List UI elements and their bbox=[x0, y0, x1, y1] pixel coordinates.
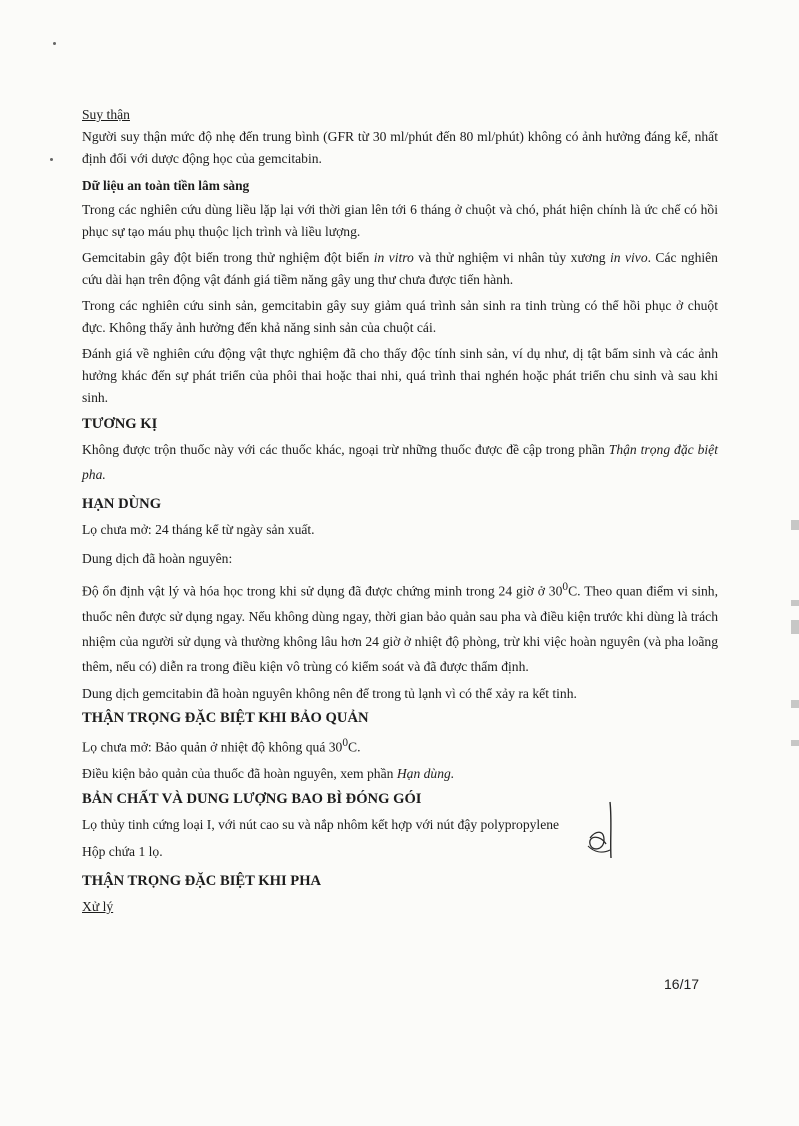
signature-icon bbox=[560, 800, 630, 870]
paragraph-fertility: Trong các nghiên cứu sinh sản, gemcitabin gây suy giảm quá trình sản sinh ra tinh trùng có thể hồi phục ở chuột đực. Không thấy ảnh hưởng đến khả năng sinh sản của chuột cái. bbox=[82, 298, 718, 335]
text-segment: C. bbox=[348, 739, 361, 755]
scan-speck bbox=[53, 42, 56, 45]
scan-edge-mark bbox=[791, 700, 799, 708]
paragraph-reconstituted-stability bbox=[82, 575, 718, 679]
italic-reference: Thận trọng đặc biệt pha. bbox=[82, 442, 718, 482]
text-segment: Điều kiện bảo quản của thuốc đã hoàn nguyên, xem phần bbox=[82, 766, 397, 782]
paragraph-unopened-vial: Lọ chưa mở: 24 tháng kể từ ngày sản xuất. bbox=[82, 522, 315, 537]
degree-superscript: 0 bbox=[342, 736, 349, 749]
text-segment: Lọ chưa mở: Bảo quản ở nhiệt độ không quá 30 bbox=[82, 739, 343, 755]
scan-edge-mark bbox=[791, 520, 799, 530]
section-heading-renal-impairment: Suy thận bbox=[82, 107, 130, 122]
scan-speck bbox=[50, 158, 53, 161]
italic-reference: Hạn dùng. bbox=[396, 766, 455, 782]
paragraph-incompatibilities bbox=[82, 437, 718, 487]
section-heading-incompatibilities: TƯƠNG KỊ bbox=[82, 416, 158, 432]
scan-edge-mark bbox=[791, 620, 799, 634]
page-number: 16/17 bbox=[664, 976, 700, 992]
paragraph-refrigeration-warning: Dung dịch gemcitabin đã hoàn nguyên không nên để trong tủ lạnh vì có thể xảy ra kết tinh. bbox=[82, 685, 577, 701]
paragraph-renal-impairment: Người suy thận mức độ nhẹ đến trung bình (GFR từ 30 ml/phút đến 80 ml/phút) không có ảnh hưởng đáng kể, nhất định đối với dược động học của gemcitabin. bbox=[82, 129, 718, 166]
paragraph-repeat-dose-studies: Trong các nghiên cứu dùng liều lặp lại với thời gian lên tới 6 tháng ở chuột và chó, phát hiện chính là ức chế có hồi phục sự tạo máu phụ thuộc lịch trình và liều lượng. bbox=[82, 202, 718, 239]
subsection-heading-handling: Xử lý bbox=[82, 899, 114, 915]
paragraph-storage-unopened bbox=[82, 731, 718, 760]
paragraph-mutagenicity bbox=[82, 247, 718, 291]
scan-edge-mark bbox=[791, 740, 799, 746]
degree-superscript: 0 bbox=[562, 581, 569, 593]
handwritten-initials bbox=[560, 800, 630, 870]
section-heading-shelf-life: HẠN DÙNG bbox=[82, 496, 162, 512]
text-segment: Gemcitabin gây đột biến trong thử nghiệm đột biến bbox=[82, 250, 374, 265]
section-heading-storage-precautions: THẬN TRỌNG ĐẶC BIỆT KHI BẢO QUẢN bbox=[82, 709, 369, 726]
section-heading-preclinical-safety: Dữ liệu an toàn tiền lâm sàng bbox=[82, 178, 250, 193]
paragraph-reproductive-toxicity: Đánh giá về nghiên cứu động vật thực nghiệm đã cho thấy độc tính sinh sản, ví dụ như, dị tật bẩm sinh và các ảnh hưởng khác đến sự phát triển của phôi thai hoặc thai nhi, quá trình thai nghén hoặc phát triển chu sinh và sau khi sinh. bbox=[82, 346, 718, 405]
section-heading-special-precautions: THẬN TRỌNG ĐẶC BIỆT KHI PHA bbox=[82, 873, 322, 890]
section-heading-container: BẢN CHẤT VÀ DUNG LƯỢNG BAO BÌ ĐÓNG GÓI bbox=[82, 791, 422, 808]
text-segment: Độ ổn định vật lý và hóa học trong khi sử dụng đã được chứng minh trong 24 giờ ở 30 bbox=[82, 583, 563, 599]
document-body bbox=[82, 104, 718, 918]
italic-term: in vivo bbox=[610, 250, 648, 265]
text-segment: và thử nghiệm vi nhân tủy xương bbox=[413, 250, 610, 265]
paragraph-container-description: Lọ thủy tinh cứng loại I, với nút cao su và nắp nhôm kết hợp với nút đậy polypropylene bbox=[82, 817, 560, 833]
scan-edge-mark bbox=[791, 600, 799, 606]
paragraph-storage-reconstituted bbox=[82, 761, 718, 786]
text-segment: Không được trộn thuốc này với các thuốc khác, ngoại trừ những thuốc được đề cập trong phần bbox=[82, 442, 609, 457]
italic-term: in vitro bbox=[373, 250, 414, 265]
text-segment: C. Theo quan điểm vi sinh, thuốc nên được sử dụng ngay. Nếu không dùng ngay, thời gian bảo quản sau pha và điều kiện trước khi dùng là trách nhiệm của người sử dụng và thường không lâu hơn 24 giờ ở nhiệt độ phòng, trừ khi việc hoàn nguyên (và pha loãng thêm, nếu có) diễn ra trong điều kiện vô trùng có kiểm soát và đã được thẩm định. bbox=[82, 583, 718, 674]
paragraph-pack-size: Hộp chứa 1 lọ. bbox=[82, 844, 163, 860]
text-segment: . Các nghiên cứu dài hạn trên động vật đánh giá tiềm năng gây ung thư chưa được tiến hành. bbox=[82, 250, 718, 287]
paragraph-reconstituted-label: Dung dịch đã hoàn nguyên: bbox=[82, 551, 233, 566]
